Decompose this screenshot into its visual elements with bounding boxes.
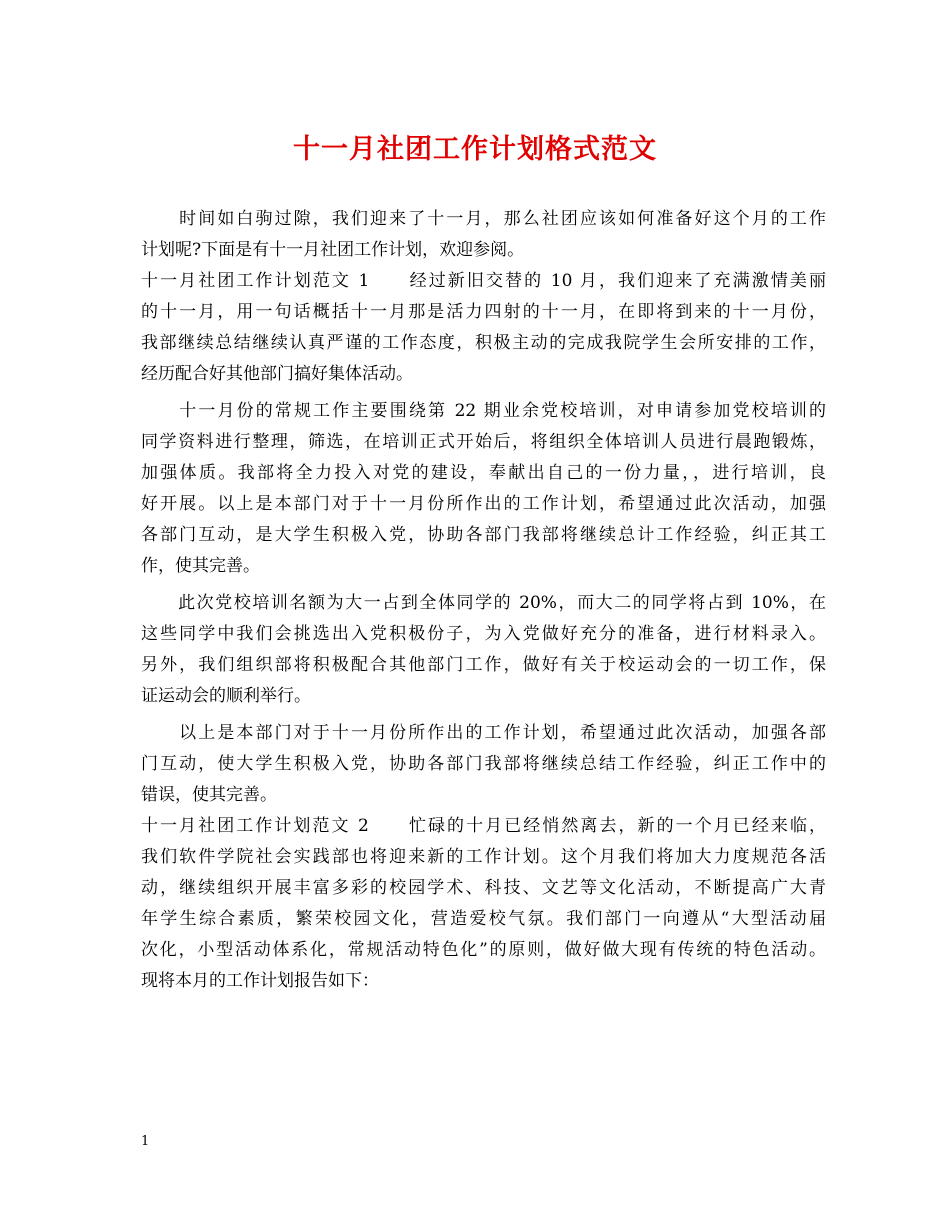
body-line: 证运动会的顺利举行。 bbox=[141, 686, 311, 706]
body-line: 同学资料进行整理，筛选，在培训正式开始后，将组织全体培训人员进行晨跑锻炼， bbox=[141, 432, 826, 452]
body-line: 另外，我们组织部将积极配合其他部门工作，做好有关于校运动会的一切工作，保 bbox=[141, 655, 826, 675]
page-number: 1 bbox=[141, 1134, 150, 1149]
body-line: 十一月份的常规工作主要围绕第 22 期业余党校培训，对申请参加党校培训的 bbox=[141, 401, 826, 421]
body-line: 现将本月的工作计划报告如下： bbox=[141, 971, 379, 991]
body-line: 门互动，使大学生积极入党，协助各部门我部将继续总结工作经验，纠正工作中的 bbox=[141, 754, 826, 774]
body-line: 十一月社团工作计划范文 2 忙碌的十月已经悄然离去，新的一个月已经来临， bbox=[141, 816, 826, 836]
body-line: 各部门互动，是大学生积极入党，协助各部门我部将继续总计工作经验，纠正其工 bbox=[141, 525, 826, 545]
document-title: 十一月社团工作计划格式范文 bbox=[293, 134, 657, 165]
body-line: 错误，使其完善。 bbox=[141, 785, 277, 805]
body-line: 加强体质。我部将全力投入对党的建设，奉献出自己的一份力量，，进行培训，良 bbox=[141, 463, 826, 483]
body-line: 经历配合好其他部门搞好集体活动。 bbox=[141, 364, 413, 384]
body-line: 十一月社团工作计划范文 1 经过新旧交替的 10 月，我们迎来了充满激情美丽 bbox=[141, 271, 826, 291]
body-line: 好开展。以上是本部门对于十一月份所作出的工作计划，希望通过此次活动，加强 bbox=[141, 494, 826, 514]
body-line: 我们软件学院社会实践部也将迎来新的工作计划。这个月我们将加大力度规范各活 bbox=[141, 847, 826, 867]
body-line: 的十一月，用一句话概括十一月那是活力四射的十一月，在即将到来的十一月份， bbox=[141, 302, 826, 322]
body-line: 作，使其完善。 bbox=[141, 556, 260, 576]
body-line: 次化，小型活动体系化，常规活动特色化”的原则，做好做大现有传统的特色活动。 bbox=[141, 940, 826, 960]
body-line: 我部继续总结继续认真严谨的工作态度，积极主动的完成我院学生会所安排的工作， bbox=[141, 333, 826, 353]
body-line: 计划呢?下面是有十一月社团工作计划，欢迎参阅。 bbox=[141, 240, 525, 260]
body-line: 时间如白驹过隙，我们迎来了十一月，那么社团应该如何准备好这个月的工作 bbox=[141, 209, 826, 229]
body-line: 此次党校培训名额为大一占到全体同学的 20%，而大二的同学将占到 10%，在 bbox=[141, 593, 826, 613]
document-body bbox=[141, 204, 826, 997]
body-line: 动，继续组织开展丰富多彩的校园学术、科技、文艺等文化活动，不断提高广大青 bbox=[141, 878, 826, 898]
body-line: 以上是本部门对于十一月份所作出的工作计划，希望通过此次活动，加强各部 bbox=[141, 723, 826, 743]
body-line: 这些同学中我们会挑选出入党积极份子，为入党做好充分的准备，进行材料录入。 bbox=[141, 624, 826, 644]
body-line: 年学生综合素质，繁荣校园文化，营造爱校气氛。我们部门一向遵从“大型活动届 bbox=[141, 909, 826, 929]
